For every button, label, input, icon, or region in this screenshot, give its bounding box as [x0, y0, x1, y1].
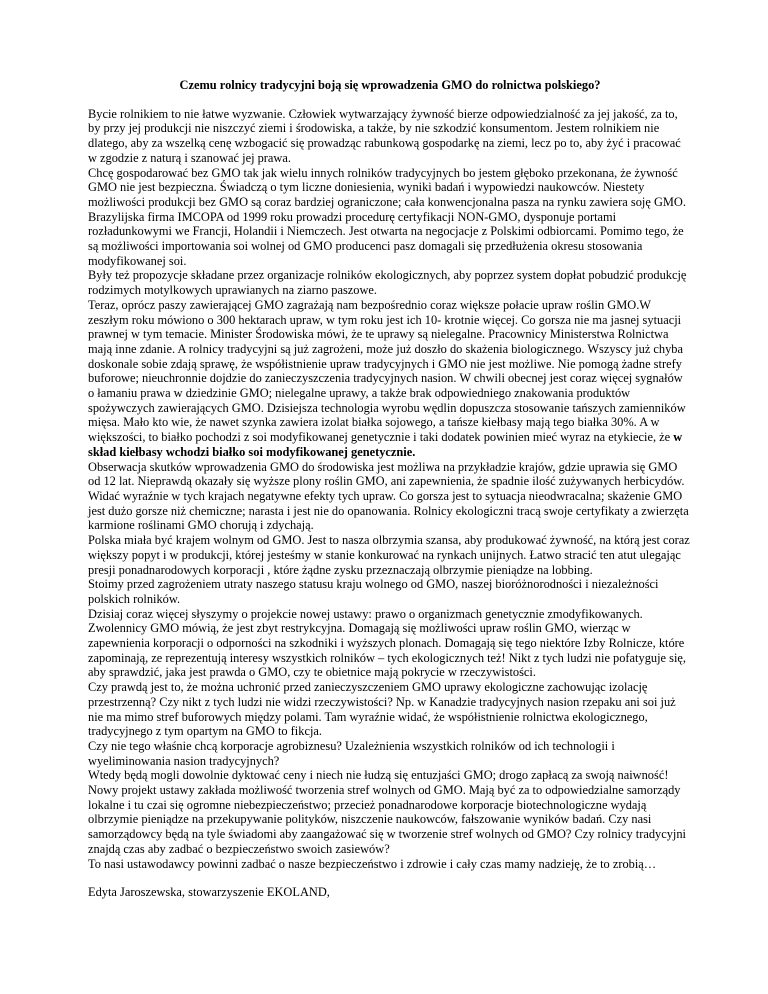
paragraph-6: Polska miała być krajem wolnym od GMO. Jest to nasza olbrzymia szansa, aby produkować żywność, na którą jest coraz większy popyt i w produkcji, której jesteśmy w stanie konkurować na rynkach unijnych. Łatwo stracić ten atut ulegając presji ponadnarodowych korporacji , które żądne zysku przeznaczają olbrzymie pieniądze na lobbing. — [88, 533, 690, 577]
paragraph-4-text: Teraz, oprócz paszy zawierającej GMO zagrażają nam bezpośrednio coraz większe połacie upraw roślin GMO.W zeszłym roku mówiono o 300 hektarach upraw, w tym roku jest ich 10- krotnie więcej. Co gorsza nie ma jasnej sytuacji prawnej w tym temacie. Minister Środowiska mówi, że te uprawy są nielegalne. Pracownicy Ministerstwa Rolnictwa mają inne zdanie. A rolnicy tradycyjni są już zagrożeni, może już doszło do skażenia biologicznego. Wszyscy już chyba doskonale sobie zdają sprawę, że współistnienie upraw tradycyjnych i GMO nie jest możliwe. Nie pomogą żadne strefy buforowe; nieuchronnie dojdzie do zanieczyszczenia tradycyjnych nasion. W chwili obecnej jest coraz więcej sygnałów o łamaniu prawa w dziedzinie GMO; nielegalne uprawy, a także brak odpowiedniego znakowania produktów spożywczych zawierających GMO. Dzisiejsza technologia wyrobu wędlin dopuszcza stosowanie tańszych zamienników mięsa. Mało kto wie, że nawet szynka zawiera izolat białka sojowego, a tańsze kiełbasy mają tego białka 30%. A w większości, to białko pochodzi z soi modyfikowanej genetycznie i taki dodatek powinien mieć wyraz na etykiecie, że — [88, 297, 686, 445]
signature: Edyta Jaroszewska, stowarzyszenie EKOLAND, — [88, 885, 330, 900]
paragraph-1: Bycie rolnikiem to nie łatwe wyzwanie. Człowiek wytwarzający żywność bierze odpowiedzialność za jej jakość, za to, by przy jej produkcji nie niszczyć ziemi i środowiska, a także, by nie szkodzić konsumentom. Jestem rolnikiem nie dlatego, aby za wszelką cenę wzbogacić się prowadząc rabunkową gospodarkę na ziemi, lecz po to, aby żyć i pracować w zgodzie z naturą i szanować jej prawa. — [88, 106, 681, 165]
paragraph-7: Stoimy przed zagrożeniem utraty naszego statusu kraju wolnego od GMO, naszej bioróżnorodności i niezależności polskich rolników. — [88, 577, 659, 606]
paragraph-4 — [88, 298, 692, 460]
document-page — [88, 78, 692, 900]
paragraph-2: Chcę gospodarować bez GMO tak jak wielu innych rolników tradycyjnych bo jestem głęboko przekonana, że żywność GMO nie jest bezpieczna. Świadczą o tym liczne doniesienia, wyniki badań i wypowiedzi naukowców. Niestety możliwości produkcji bez GMO są coraz bardziej ograniczone; cała konwencjonalna pasza na rynku zawiera soję GMO. Brazylijska firma IMCOPA od 1999 roku prowadzi procedurę certyfikacji NON-GMO, dysponuje portami rozładunkowymi we Francji, Holandii i Niemczech. Jest otwarta na negocjacje z Polskimi odbiorcami. Pomimo tego, że są możliwości importowania soi wolnej od GMO producenci pasz domagali się przedłużenia okresu stosowania modyfikowanej soi. — [88, 165, 686, 268]
bold-phrase: w skład kiełbasy wchodzi białko soi modyfikowanej genetycznie. — [88, 430, 683, 459]
paragraph-12: To nasi ustawodawcy powinni zadbać o nasze bezpieczeństwo i zdrowie i cały czas mamy nadzieję, że to zrobią… — [88, 856, 657, 871]
paragraph-3: Były też propozycje składane przez organizacje rolników ekologicznych, aby poprzez system dopłat pobudzić produkcję rodzimych motylkowych uprawianych na ziarno paszowe. — [88, 268, 687, 298]
paragraph-11: Wtedy będą mogli dowolnie dyktować ceny i niech nie łudzą się entuzjaści GMO; drogo zapłacą za swoją naiwność! Nowy projekt ustawy zakłada możliwość tworzenia stref wolnych od GMO. Mają być za to odpowiedzialne samorządy lokalne i tu czai się ogromne niebezpieczeństwo; przecież ponadnarodowe korporacje biotechnologiczne wydają olbrzymie pieniądze na przekupywanie polityków, niszczenie naukowców, fałszowanie wyników badań. Czy nasi samorządowcy będą na tyle świadomi aby zaangażować się w tworzenie stref wolnych od GMO? Czy rolnicy tradycyjni znajdą czas aby zadbać o bezpieczeństwo swoich zasiewów? — [88, 768, 686, 856]
paragraph-8: Dzisiaj coraz więcej słyszymy o projekcie nowej ustawy: prawo o organizmach genetycznie zmodyfikowanych. Zwolennicy GMO mówią, że jest zbyt restrykcyjna. Domagają się możliwości upraw roślin GMO, wierząc w zapewnienia korporacji o odporności na szkodniki i wyższych plonach. Domagają się tego niektóre Izby Rolnicze, które zapominają, ze reprezentują interesy wszystkich rolników – tych ekologicznych też! Nikt z tych ludzi nie pofatyguje się, aby sprawdzić, jaka jest prawda o GMO, czy te obietnice mają pokrycie w rzeczywistości. — [88, 606, 686, 680]
paragraph-10: Czy nie tego właśnie chcą korporacje agrobiznesu? Uzależnienia wszystkich rolników od ich technologii i wyeliminowania nasion tradycyjnych? — [88, 738, 615, 768]
document-title: Czemu rolnicy tradycyjni boją się wprowadzenia GMO do rolnictwa polskiego? — [179, 78, 601, 92]
paragraph-5: Obserwacja skutków wprowadzenia GMO do środowiska jest możliwa na przykładzie krajów, gdzie uprawia się GMO od 12 lat. Nieprawdą okazały się wyższe plony roślin GMO, ani zapewnienia, że spadnie ilość zużywanych herbicydów. Widać wyraźnie w tych krajach negatywne efekty tych upraw. Co gorsza jest to sytuacja nieodwracalna; skażenie GMO jest dużo gorsze niż chemiczne; narasta i jest nie do opanowania. Rolnicy ekologiczni tracą swoje certyfikaty a zwierzęta karmione roślinami GMO chorują i zdychają. — [88, 459, 689, 533]
paragraph-9: Czy prawdą jest to, że można uchronić przed zanieczyszczeniem GMO uprawy ekologiczne zachowując izolację przestrzenną? Czy nikt z tych ludzi nie widzi rzeczywistości? Np. w Kanadzie tradycyjnych nasion rzepaku ani soi już nie ma mimo stref buforowych między polami. Tam wyraźnie widać, że współistnienie rolnictwa ekologicznego, tradycyjnego z tym opartym na GMO to fikcja. — [88, 680, 676, 739]
